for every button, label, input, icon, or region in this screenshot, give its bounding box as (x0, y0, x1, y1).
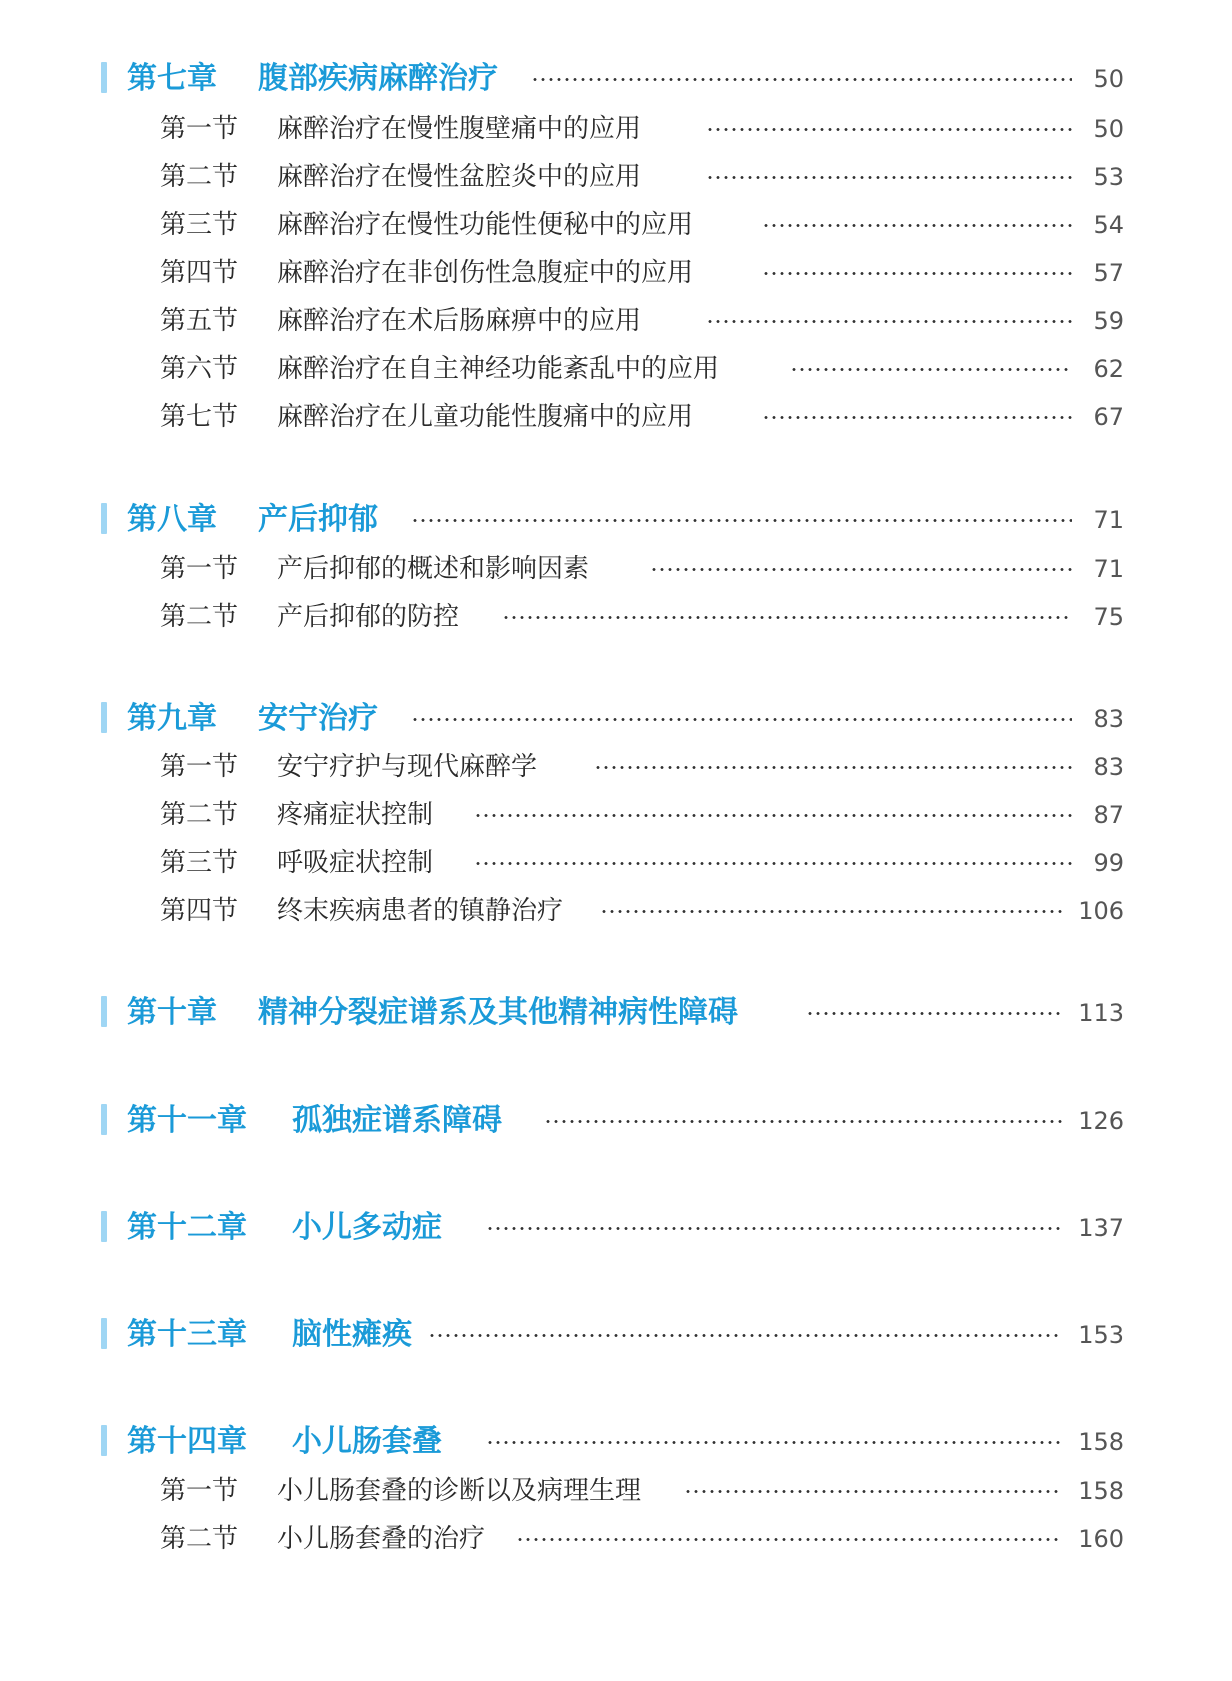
dot-leader (474, 862, 1072, 865)
section-title: 麻醉治疗在慢性盆腔炎中的应用 (277, 162, 642, 192)
page-number: 54 (1093, 211, 1124, 239)
dot-leader (486, 1441, 1062, 1444)
section-title: 麻醉治疗在术后肠麻痹中的应用 (277, 306, 642, 336)
toc-chapter-10[interactable] (0, 991, 1232, 1035)
page-number: 106 (1078, 897, 1124, 925)
page-number: 99 (1093, 849, 1124, 877)
dot-leader (502, 616, 1072, 619)
section-label: 第四节 (160, 896, 239, 926)
section-label: 第七节 (160, 402, 239, 432)
chapter-label: 第十四章 (127, 1424, 247, 1459)
section-label: 第二节 (160, 1524, 239, 1554)
section-label: 第二节 (160, 800, 239, 830)
chapter-title: 腹部疾病麻醉治疗 (258, 61, 498, 96)
dot-leader (486, 1227, 1062, 1230)
page-number: 83 (1093, 753, 1124, 781)
section-label: 第五节 (160, 306, 239, 336)
dot-leader (428, 1334, 1062, 1337)
section-label: 第三节 (160, 848, 239, 878)
chapter-label: 第九章 (127, 701, 217, 736)
page-number: 158 (1078, 1477, 1124, 1505)
chapter-title: 小儿多动症 (292, 1210, 442, 1245)
section-title: 麻醉治疗在自主神经功能紊乱中的应用 (277, 354, 720, 384)
dot-leader (474, 814, 1072, 817)
chapter-marker-bar (101, 503, 107, 534)
section-label: 第一节 (160, 1476, 239, 1506)
page-number: 62 (1093, 355, 1124, 383)
toc-section[interactable] (0, 395, 1232, 439)
dot-leader (600, 910, 1062, 913)
dot-leader (762, 272, 1072, 275)
section-title: 呼吸症状控制 (277, 848, 434, 878)
section-title: 麻醉治疗在儿童功能性腹痛中的应用 (277, 402, 694, 432)
dot-leader (411, 519, 1072, 522)
dot-leader (706, 176, 1072, 179)
section-title: 产后抑郁的防控 (277, 602, 460, 632)
section-label: 第四节 (160, 258, 239, 288)
chapter-marker-bar (101, 702, 107, 733)
page-number: 57 (1093, 259, 1124, 287)
toc-section[interactable] (0, 347, 1232, 391)
dot-leader (516, 1538, 1062, 1541)
chapter-title: 脑性瘫痪 (292, 1317, 412, 1352)
dot-leader (762, 224, 1072, 227)
toc-section[interactable] (0, 107, 1232, 151)
toc-section[interactable] (0, 203, 1232, 247)
chapter-marker-bar (101, 996, 107, 1027)
section-title: 终末疾病患者的镇静治疗 (277, 896, 564, 926)
section-label: 第一节 (160, 554, 239, 584)
page-number: 53 (1093, 163, 1124, 191)
chapter-title: 精神分裂症谱系及其他精神病性障碍 (258, 995, 738, 1030)
toc-section[interactable] (0, 889, 1232, 933)
section-title: 安宁疗护与现代麻醉学 (277, 752, 538, 782)
dot-leader (706, 320, 1072, 323)
chapter-title: 产后抑郁 (258, 502, 378, 537)
toc-section[interactable] (0, 547, 1232, 591)
chapter-title: 小儿肠套叠 (292, 1424, 442, 1459)
section-title: 麻醉治疗在非创伤性急腹症中的应用 (277, 258, 694, 288)
toc-chapter-9[interactable] (0, 697, 1232, 741)
chapter-marker-bar (101, 1104, 107, 1135)
toc-chapter-7[interactable] (0, 57, 1232, 101)
page-number: 50 (1093, 65, 1124, 93)
chapter-marker-bar (101, 1211, 107, 1242)
dot-leader (806, 1012, 1062, 1015)
toc-section[interactable] (0, 595, 1232, 639)
chapter-marker-bar (101, 1318, 107, 1349)
section-label: 第三节 (160, 210, 239, 240)
dot-leader (594, 766, 1072, 769)
toc-chapter-13[interactable] (0, 1313, 1232, 1357)
section-title: 麻醉治疗在慢性腹壁痛中的应用 (277, 114, 642, 144)
toc-section[interactable] (0, 1469, 1232, 1513)
toc-section[interactable] (0, 841, 1232, 885)
chapter-label: 第十三章 (127, 1317, 247, 1352)
section-title: 小儿肠套叠的治疗 (277, 1524, 486, 1554)
page-number: 158 (1078, 1428, 1124, 1456)
chapter-marker-bar (101, 62, 107, 93)
page-number: 75 (1093, 603, 1124, 631)
page-number: 83 (1093, 705, 1124, 733)
section-title: 小儿肠套叠的诊断以及病理生理 (277, 1476, 642, 1506)
page-number: 67 (1093, 403, 1124, 431)
toc-section[interactable] (0, 1517, 1232, 1561)
toc-chapter-12[interactable] (0, 1206, 1232, 1250)
chapter-label: 第十一章 (127, 1103, 247, 1138)
chapter-label: 第八章 (127, 502, 217, 537)
page-number: 87 (1093, 801, 1124, 829)
page-number: 137 (1078, 1214, 1124, 1242)
page-number: 113 (1078, 999, 1124, 1027)
dot-leader (762, 416, 1072, 419)
dot-leader (544, 1120, 1062, 1123)
dot-leader (411, 718, 1072, 721)
section-label: 第二节 (160, 162, 239, 192)
section-label: 第六节 (160, 354, 239, 384)
toc-section[interactable] (0, 299, 1232, 343)
dot-leader (650, 568, 1072, 571)
toc-chapter-8[interactable] (0, 498, 1232, 542)
section-title: 疼痛症状控制 (277, 800, 434, 830)
chapter-title: 孤独症谱系障碍 (292, 1103, 502, 1138)
page-number: 126 (1078, 1107, 1124, 1135)
dot-leader (531, 78, 1072, 81)
dot-leader (706, 128, 1072, 131)
section-label: 第一节 (160, 752, 239, 782)
toc-chapter-14[interactable] (0, 1420, 1232, 1464)
toc-section[interactable] (0, 155, 1232, 199)
dot-leader (684, 1490, 1062, 1493)
section-title: 产后抑郁的概述和影响因素 (277, 554, 590, 584)
toc-section[interactable] (0, 793, 1232, 837)
toc-chapter-11[interactable] (0, 1099, 1232, 1143)
chapter-label: 第十二章 (127, 1210, 247, 1245)
page-number: 153 (1078, 1321, 1124, 1349)
section-label: 第一节 (160, 114, 239, 144)
page-number: 71 (1093, 506, 1124, 534)
toc-section[interactable] (0, 251, 1232, 295)
chapter-marker-bar (101, 1425, 107, 1456)
page-number: 50 (1093, 115, 1124, 143)
chapter-title: 安宁治疗 (258, 701, 378, 736)
section-title: 麻醉治疗在慢性功能性便秘中的应用 (277, 210, 694, 240)
page-number: 71 (1093, 555, 1124, 583)
dot-leader (790, 368, 1072, 371)
page-number: 59 (1093, 307, 1124, 335)
toc-section[interactable] (0, 745, 1232, 789)
chapter-label: 第七章 (127, 61, 217, 96)
section-label: 第二节 (160, 602, 239, 632)
page-number: 160 (1078, 1525, 1124, 1553)
chapter-label: 第十章 (127, 995, 217, 1030)
